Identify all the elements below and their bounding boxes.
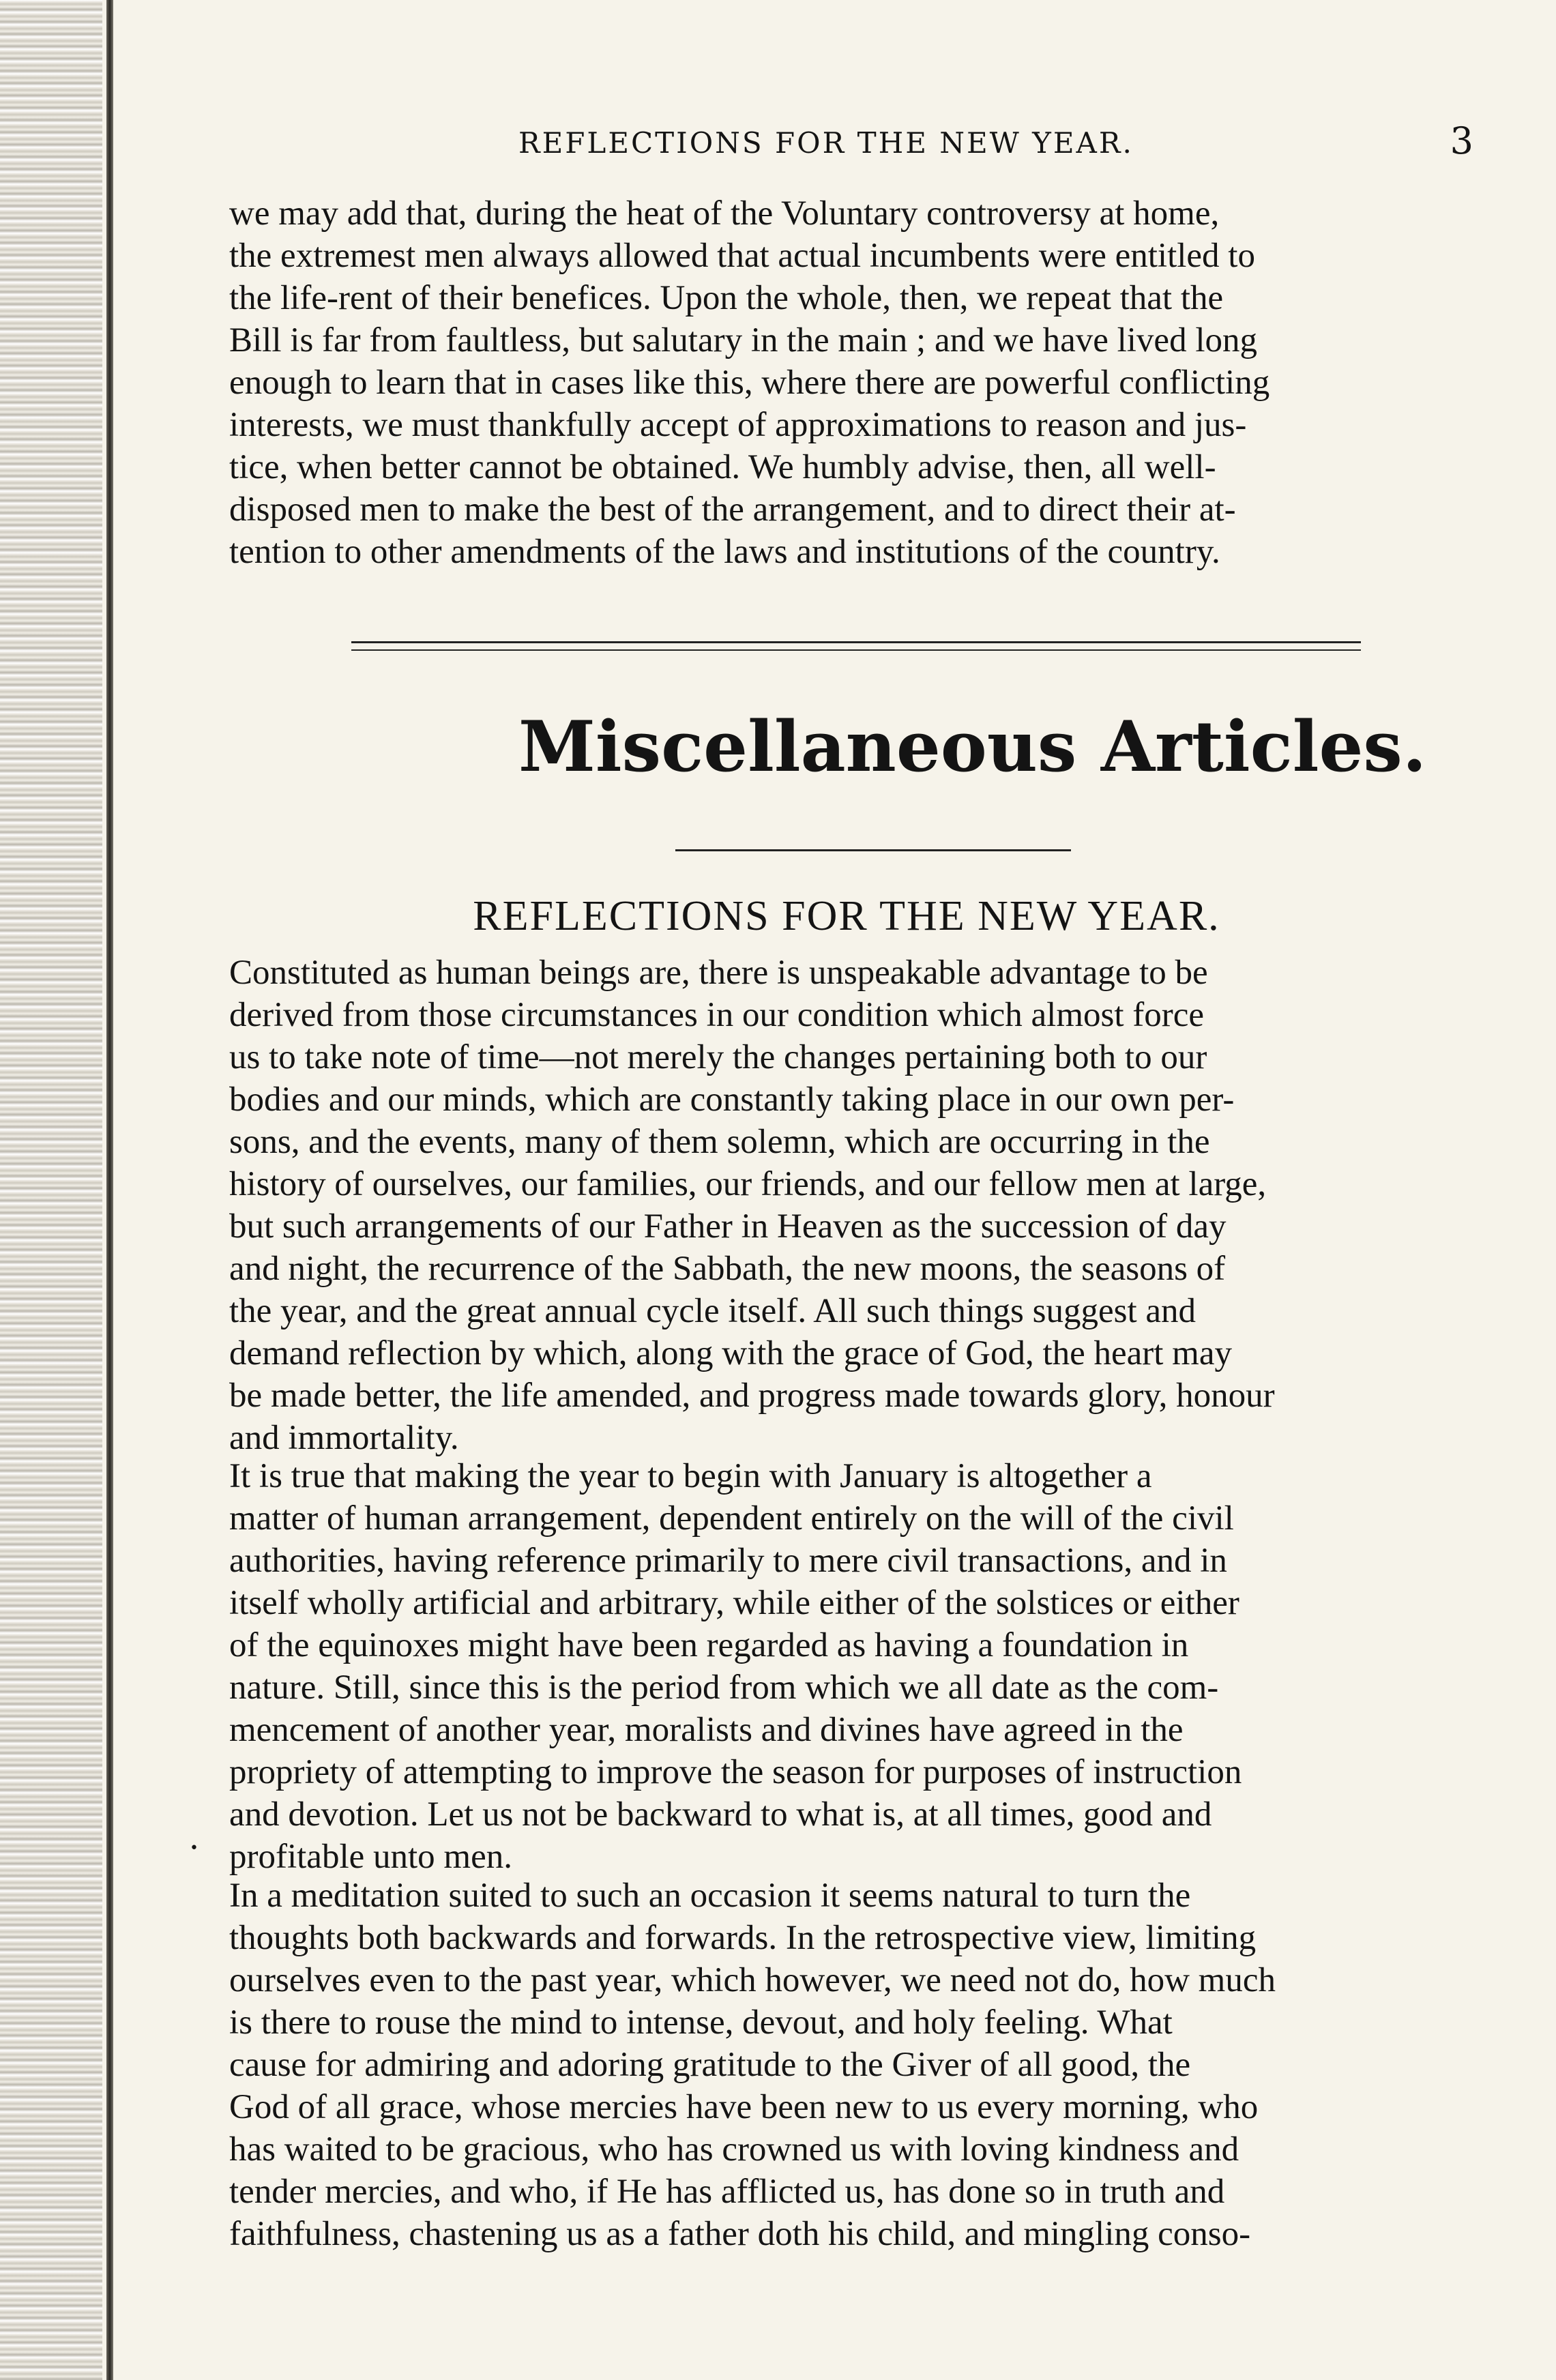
title-divider-rule xyxy=(675,849,1071,851)
section-divider-rule-lower xyxy=(351,649,1361,651)
page-number: 3 xyxy=(1450,119,1473,162)
article-paragraph: It is true that making the year to begin with January is altogether a matter of human arrangement, dependent entirely on the will of the civil authorities, having reference primarily to mere civil transactions, and in itself wholly artificial and arbitrary, while either of the solstices or either of the equinoxes might have been regarded as having a foundation in nature. Still, since this is the period from which we all date as the com- mencement of another year, moralists and divines have agreed in the propriety of attempting to improve the season for purposes of instruction and devotion. Let us not be backward to what is, at all times, good and profitable unto men. xyxy=(229,1457,1242,1876)
section-divider-rule-upper xyxy=(351,641,1361,643)
article-paragraph: Constituted as human beings are, there is unspeakable advantage to be derived from those circumstances in our condition which almost force us to take note of time—not merely the changes pertaining both to our bodies and our minds, which are constantly taking place in our own per- sons, and the events, many of them solemn, which are occurring in the history of ourselves, our families, our friends, and our fellow men at large, but such arrangements of our Father in Heaven as the succession of day and night, the recurrence of the Sabbath, the new moons, the seasons of the year, and the great annual cycle itself. All such things suggest and demand reflection by which, along with the grace of God, the heart may be made better, the life amended, and progress made towards glory, honour and immortality. xyxy=(229,954,1275,1457)
article-paragraph: In a meditation suited to such an occasion it seems natural to turn the thoughts both backwards and forwards. In the retrospective view, limiting ourselves even to the past year, which however, we need not do, how much is there to rouse the mind to intense, devout, and holy feeling. What cause for admiring and adoring gratitude to the Giver of all good, the God of all grace, whose mercies have been new to us every morning, who has waited to be gracious, who has crowned us with loving kindness and tender mercies, and who, if He has afflicted us, has done so in truth and faithfulness, chastening us as a father doth his child, and mingling conso- xyxy=(229,1877,1276,2253)
article-title: REFLECTIONS FOR THE NEW YEAR. xyxy=(473,893,1220,939)
continuation-paragraph: we may add that, during the heat of the Voluntary controversy at home, the extremest men always allowed that actual incumbents were entitled to the life-rent of their benefices. Upon the whole, then, we repeat that the Bill is far from faultless, but salutary in the main ; and we have lived long enough to learn that in cases like this, where there are powerful conflicting interests, we must thankfully accept of approximations to reason and jus- tice, when better cannot be obtained. We humbly advise, then, all well- disposed men to make the best of the arrangement, and to direct their at- tention to other amendments of the laws and institutions of the country. xyxy=(229,194,1270,571)
margin-mark: • xyxy=(190,1840,199,1857)
running-head: REFLECTIONS FOR THE NEW YEAR. xyxy=(518,126,1134,160)
section-title: Miscellaneous Articles. xyxy=(518,706,1427,788)
